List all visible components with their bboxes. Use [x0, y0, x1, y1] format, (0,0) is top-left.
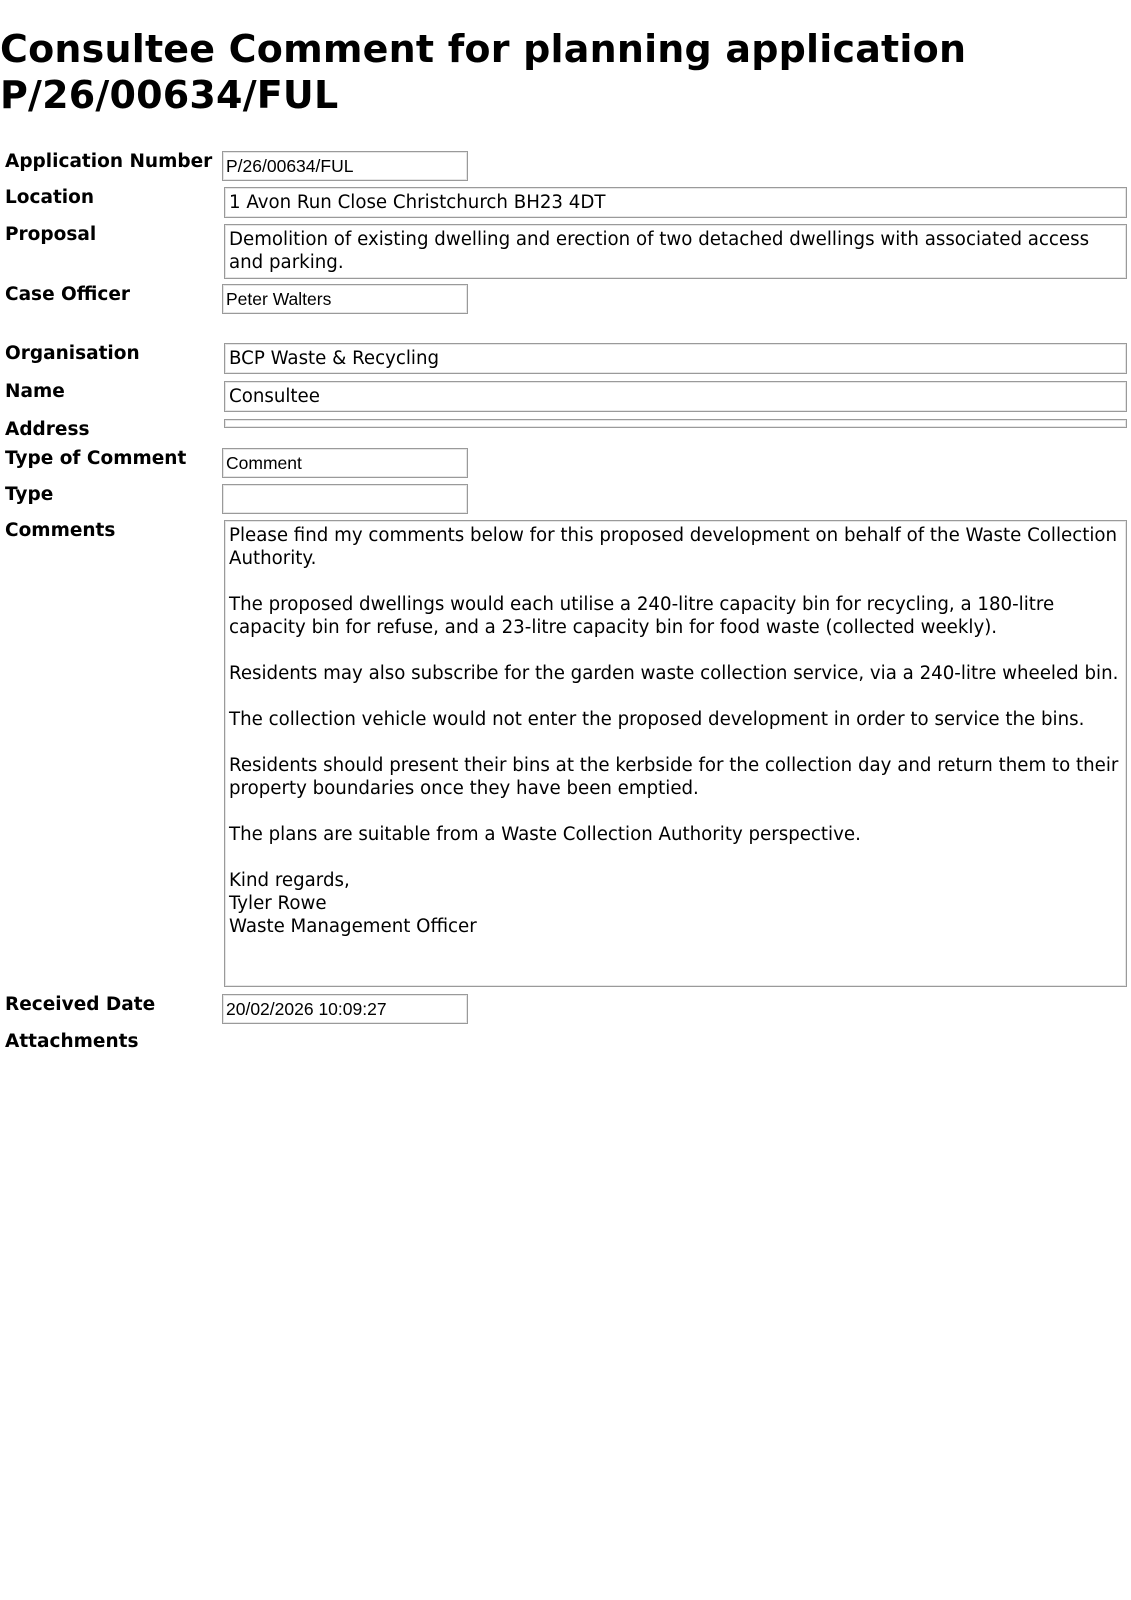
case-officer-label: Case Officer — [5, 284, 131, 305]
name-label: Name — [5, 381, 65, 402]
page-title-line-2: P/26/00634/FUL — [0, 73, 339, 117]
address-label: Address — [5, 419, 90, 440]
case-officer-field: Peter Walters — [222, 284, 468, 314]
type-field — [222, 484, 468, 514]
application-number-label: Application Number — [5, 151, 213, 172]
page-title — [0, 26, 1120, 118]
address-field — [224, 419, 1127, 428]
received-date-label: Received Date — [5, 994, 156, 1015]
name-field: Consultee — [224, 381, 1127, 412]
organisation-field: BCP Waste & Recycling — [224, 343, 1127, 374]
organisation-label: Organisation — [5, 343, 140, 364]
received-date-field: 20/02/2026 10:09:27 — [222, 994, 468, 1024]
location-field: 1 Avon Run Close Christchurch BH23 4DT — [224, 187, 1127, 218]
location-label: Location — [5, 187, 95, 208]
type-label: Type — [5, 484, 54, 505]
comments-field: Please find my comments below for this proposed development on behalf of the Waste Collection Authority. The proposed dwellings would each utilise a 240-litre capacity bin for recycling, a 180-litre capacity bin for refuse, and a 23-litre capacity bin for food waste (collected weekly). Residents may also subscribe for the garden waste collection service, via a 240-litre wheeled bin. The collection vehicle would not enter the proposed development in order to service the bins. Residents should present their bins at the kerbside for the collection day and return them to their property boundaries once they have been emptied. The plans are suitable from a Waste Collection Authority perspective. Kind regards, Tyler Rowe Waste Management Officer — [224, 520, 1127, 987]
proposal-field: Demolition of existing dwelling and erection of two detached dwellings with associated access and parking. — [224, 224, 1127, 279]
proposal-label: Proposal — [5, 224, 97, 245]
application-number-field: P/26/00634/FUL — [222, 151, 468, 181]
attachments-label: Attachments — [5, 1031, 139, 1052]
comments-label: Comments — [5, 520, 116, 541]
page-title-line-1: Consultee Comment for planning application — [0, 27, 967, 71]
type-of-comment-field: Comment — [222, 448, 468, 478]
type-of-comment-label: Type of Comment — [5, 448, 187, 469]
